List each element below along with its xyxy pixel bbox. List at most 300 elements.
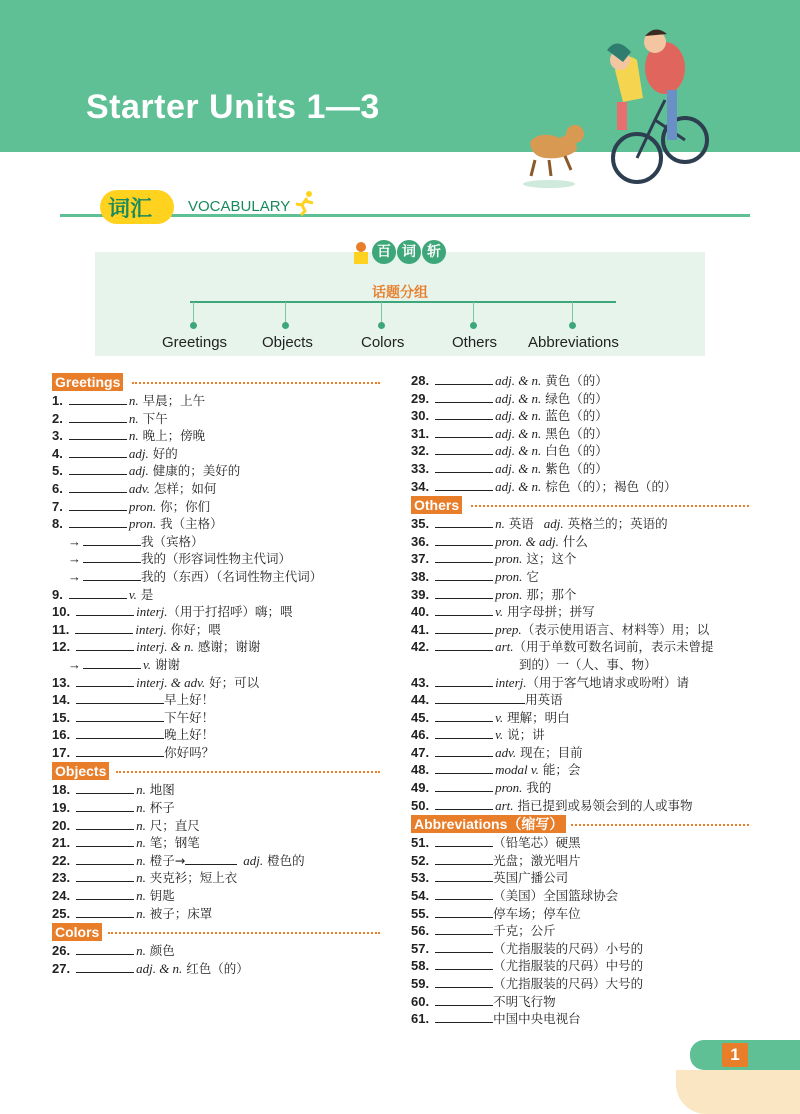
section-abbreviations: [411, 814, 751, 832]
answer-blank[interactable]: [76, 745, 164, 757]
part-of-speech: interj.: [495, 674, 527, 690]
part-of-speech: n.: [136, 943, 146, 959]
answer-blank[interactable]: [83, 534, 141, 546]
topic-branch: [473, 302, 474, 324]
answer-blank[interactable]: [435, 604, 493, 616]
item-number: 59.: [411, 976, 430, 991]
meaning: 我的（东西）（名词性物主代词）: [141, 568, 323, 584]
meaning: 黑色（的）: [541, 425, 608, 441]
answer-blank[interactable]: [69, 393, 127, 405]
item-number: 10.: [52, 604, 71, 620]
meaning: （用于客气地请求或吩咐）请: [526, 674, 690, 690]
section-objects: [52, 761, 382, 779]
vocab-row: [411, 533, 751, 551]
vocab-row: [52, 852, 382, 870]
right-column: [411, 372, 751, 1028]
meaning: 感谢；谢谢: [193, 639, 261, 655]
part-of-speech: adj.: [128, 445, 149, 461]
badge-char: 百: [372, 240, 396, 264]
item-number: 58.: [411, 958, 430, 974]
item-number: 50.: [411, 797, 430, 813]
answer-blank[interactable]: [435, 835, 493, 847]
reader-icon: [350, 240, 372, 266]
section-label: Colors: [52, 923, 102, 941]
answer-blank[interactable]: [435, 534, 493, 546]
vocab-row: [52, 410, 382, 428]
section-divider: [471, 505, 749, 507]
vocabulary-title-cn: 词汇: [108, 197, 153, 222]
topic-node: [470, 322, 477, 329]
answer-blank[interactable]: [76, 818, 134, 830]
vocab-row: [411, 674, 751, 692]
vocab-row: [411, 940, 751, 958]
item-number: 61.: [411, 1011, 430, 1027]
part-of-speech: adj. & n.: [495, 390, 542, 406]
meaning: 蓝色（的）: [541, 408, 608, 424]
item-number: 42.: [411, 639, 430, 655]
part-of-speech: n.: [136, 888, 146, 904]
meaning: 你好；喂: [166, 621, 221, 637]
answer-blank[interactable]: [69, 499, 127, 511]
vocab-row: [411, 744, 751, 762]
answer-blank[interactable]: [69, 428, 127, 440]
meaning: 好；可以: [205, 674, 260, 690]
part-of-speech: adj. & n.: [495, 443, 542, 459]
vocab-row: [411, 638, 751, 656]
vocab-row: [52, 550, 382, 568]
vocab-row: [411, 797, 751, 815]
item-number: 39.: [411, 586, 430, 602]
item-number: 38.: [411, 568, 430, 584]
meaning: 我的: [522, 780, 552, 796]
page-title: Starter Units 1—3: [86, 88, 380, 126]
answer-blank[interactable]: [76, 906, 134, 918]
item-number: 19.: [52, 800, 71, 816]
answer-blank[interactable]: [435, 745, 493, 757]
vocab-row: [411, 407, 751, 425]
vocab-row: [52, 887, 382, 905]
answer-blank[interactable]: [76, 943, 134, 955]
item-number: 49.: [411, 780, 430, 796]
item-number: 17.: [52, 744, 71, 760]
section-label: Others: [411, 496, 462, 514]
meaning: 停车场；停车位: [493, 905, 581, 921]
item-number: 32.: [411, 443, 430, 459]
meaning: （尤指服装的尺码）中号的: [493, 958, 644, 974]
answer-blank[interactable]: [435, 853, 493, 865]
meaning: 你好吗？: [164, 744, 215, 760]
answer-blank[interactable]: [435, 479, 493, 491]
part-of-speech: adj. & n.: [495, 425, 542, 441]
item-number: 5.: [52, 463, 63, 479]
answer-blank[interactable]: [76, 961, 134, 973]
part-of-speech: interj. & n.: [136, 639, 194, 655]
meaning: 橙子→: [145, 852, 186, 868]
answer-blank[interactable]: [435, 762, 493, 774]
part-of-speech: n.: [136, 835, 146, 851]
part-of-speech: n.: [136, 817, 146, 833]
part-of-speech: pron.: [495, 586, 523, 602]
section-others: [411, 495, 751, 513]
item-number: 30.: [411, 408, 430, 424]
vocab-row: [411, 425, 751, 443]
answer-blank[interactable]: [435, 551, 493, 563]
vocab-row: [52, 427, 382, 445]
part-of-speech: n.: [136, 800, 146, 816]
item-number: 37.: [411, 551, 430, 567]
answer-blank[interactable]: [435, 675, 493, 687]
part-of-speech: adj.: [243, 852, 264, 868]
section-divider: [108, 932, 380, 934]
vocab-row: [411, 691, 751, 709]
vocab-row: [411, 905, 751, 923]
meaning: 说；讲: [503, 727, 545, 743]
item-number: 45.: [411, 709, 430, 725]
vocab-row: [52, 533, 382, 551]
section-label: Greetings: [52, 373, 123, 391]
meaning: 杯子: [145, 800, 175, 816]
item-number: 9.: [52, 586, 63, 602]
part-of-speech: pron.: [495, 780, 523, 796]
part-of-speech: adv.: [495, 744, 517, 760]
part-of-speech: interj.: [136, 604, 168, 620]
part-of-speech: n.: [136, 782, 146, 798]
answer-blank[interactable]: [435, 461, 493, 473]
section-greetings: [52, 372, 382, 390]
item-number: 6.: [52, 480, 63, 496]
meaning: 早晨；上午: [138, 393, 206, 408]
meaning: （用于单数可数名词前，表示未曾提: [513, 639, 714, 655]
vocab-row: [411, 887, 751, 905]
meaning: 我（宾格）: [141, 533, 204, 549]
meaning: 好的: [148, 445, 178, 461]
item-number: 14.: [52, 692, 71, 708]
part-of-speech: adj.: [543, 516, 564, 532]
answer-blank[interactable]: [76, 692, 164, 704]
vocab-row: [52, 960, 382, 978]
vocab-row: [52, 869, 382, 887]
answer-blank[interactable]: [435, 1011, 493, 1023]
vocab-row: [52, 942, 382, 960]
part-of-speech: v.: [143, 656, 152, 672]
item-number: 46.: [411, 727, 430, 743]
vocab-row: [411, 726, 751, 744]
answer-blank[interactable]: [435, 798, 493, 810]
item-number: 25.: [52, 905, 71, 921]
meaning: 我的（形容词性物主代词）: [141, 551, 292, 567]
meaning: （尤指服装的尺码）大号的: [493, 976, 644, 991]
vocab-row: [411, 779, 751, 797]
item-number: 57.: [411, 940, 430, 956]
part-of-speech: interj. & adv.: [136, 674, 206, 690]
vocab-row: [411, 869, 751, 887]
part-of-speech: n.: [128, 410, 139, 426]
part-of-speech: pron.: [495, 551, 523, 567]
answer-blank[interactable]: [185, 853, 237, 865]
meaning: 光盘；激光唱片: [493, 852, 581, 868]
part-of-speech: pron. & adj.: [495, 533, 559, 549]
vocab-row: [52, 709, 382, 727]
vocab-row: [52, 799, 382, 817]
answer-blank[interactable]: [76, 675, 134, 687]
answer-blank[interactable]: [69, 411, 127, 423]
meaning: 我（主格）: [156, 516, 223, 532]
answer-blank[interactable]: [435, 958, 493, 970]
answer-blank[interactable]: [76, 800, 134, 812]
vocab-row: [52, 726, 382, 744]
answer-blank[interactable]: [435, 941, 493, 953]
topic-node: [190, 322, 197, 329]
vocab-row: [411, 922, 751, 940]
vocab-row: [52, 674, 382, 692]
answer-blank[interactable]: [76, 727, 164, 739]
item-number: 31.: [411, 425, 430, 441]
item-number: 54.: [411, 888, 430, 904]
vocab-row: [52, 781, 382, 799]
answer-blank[interactable]: [435, 870, 493, 882]
item-number: 52.: [411, 852, 430, 868]
answer-blank[interactable]: [435, 408, 493, 420]
meaning: 不明飞行物: [493, 993, 556, 1009]
topic-node: [282, 322, 289, 329]
meaning: 夹克衫；短上衣: [145, 870, 238, 886]
answer-blank[interactable]: [76, 870, 134, 882]
item-number: 34.: [411, 478, 430, 494]
meaning: 被子；床罩: [145, 905, 213, 921]
part-of-speech: modal v.: [495, 762, 539, 778]
part-of-speech: pron.: [128, 498, 157, 514]
part-of-speech: adj.: [128, 463, 149, 479]
item-number: 27.: [52, 960, 71, 976]
meaning: 橙色的: [263, 852, 305, 868]
part-of-speech: adj. & n.: [495, 408, 542, 424]
meaning: 尺；直尺: [145, 817, 200, 833]
answer-blank[interactable]: [435, 622, 493, 634]
item-number: 11.: [52, 621, 70, 637]
answer-blank[interactable]: [76, 639, 134, 651]
topic-node: [378, 322, 385, 329]
vocab-row: [411, 761, 751, 779]
part-of-speech: adj. & n.: [136, 960, 183, 976]
meaning: 怎样；如何: [149, 480, 217, 496]
vocab-row: [52, 498, 382, 516]
meaning: 下午好！: [164, 709, 215, 725]
answer-blank[interactable]: [435, 373, 493, 385]
answer-blank[interactable]: [435, 587, 493, 599]
vocab-row: [411, 656, 751, 674]
vocab-row: [52, 905, 382, 923]
meaning: 它: [522, 568, 539, 584]
meaning: 用字母拼；拼写: [503, 604, 595, 620]
item-number: 7.: [52, 498, 63, 514]
part-of-speech: n.: [136, 905, 146, 921]
arrow-marker: →: [68, 551, 81, 567]
answer-blank[interactable]: [435, 906, 493, 918]
section-divider: [571, 824, 749, 826]
vocab-row: [411, 993, 751, 1011]
badge-char: 斩: [422, 240, 446, 264]
vocab-row: [52, 586, 382, 604]
item-number: 12.: [52, 639, 71, 655]
item-number: 8.: [52, 516, 63, 532]
vocab-row: [411, 709, 751, 727]
answer-blank[interactable]: [69, 516, 127, 528]
item-number: 15.: [52, 709, 71, 725]
vocab-row: [52, 744, 382, 762]
answer-blank[interactable]: [83, 657, 141, 669]
meaning: 千克；公斤: [493, 923, 556, 939]
topic-branch: [572, 302, 573, 324]
answer-blank[interactable]: [435, 692, 525, 704]
meaning: 颜色: [145, 943, 175, 959]
topic-colors: Colors: [361, 334, 405, 351]
item-number: 26.: [52, 943, 71, 959]
answer-blank[interactable]: [435, 639, 493, 651]
item-number: 28.: [411, 373, 430, 388]
part-of-speech: interj.: [135, 621, 167, 637]
meaning: 能；会: [538, 762, 581, 778]
answer-blank[interactable]: [76, 853, 134, 865]
section-colors: [52, 922, 382, 940]
answer-blank[interactable]: [76, 604, 134, 616]
meaning: 中国中央电视台: [493, 1011, 581, 1027]
meaning: 是: [136, 586, 154, 602]
answer-blank[interactable]: [69, 587, 127, 599]
item-number: 40.: [411, 604, 430, 620]
item-number: 13.: [52, 674, 71, 690]
bai-ci-zhan-badge: [372, 240, 447, 264]
answer-blank[interactable]: [83, 551, 141, 563]
meaning: 指已提到或易领会到的人或事物: [513, 797, 693, 813]
meaning: 用英语: [525, 692, 563, 708]
meaning: （用于打招呼）嗨；喂: [167, 604, 293, 620]
section-label: Abbreviations（缩写）: [411, 815, 566, 833]
answer-blank[interactable]: [435, 426, 493, 438]
vocab-row: [411, 834, 751, 852]
answer-blank[interactable]: [435, 710, 493, 722]
meaning: 白色（的）: [541, 443, 608, 459]
item-number: 35.: [411, 516, 430, 532]
item-number: 36.: [411, 533, 430, 549]
part-of-speech: v.: [495, 604, 504, 620]
item-number: 55.: [411, 905, 430, 921]
item-number: 43.: [411, 674, 430, 690]
vocab-row: [411, 603, 751, 621]
left-column: [52, 372, 382, 977]
arrow-marker: →: [68, 533, 81, 549]
vocab-row: [411, 1010, 751, 1028]
answer-blank[interactable]: [76, 782, 134, 794]
item-number: 24.: [52, 888, 71, 904]
answer-blank[interactable]: [435, 391, 493, 403]
topic-abbreviations: Abbreviations: [528, 334, 619, 351]
vocab-row: [52, 392, 382, 410]
item-number: 51.: [411, 835, 430, 851]
item-number: 60.: [411, 993, 430, 1009]
part-of-speech: adj. & n.: [495, 460, 542, 476]
answer-blank[interactable]: [435, 516, 493, 528]
part-of-speech: pron.: [495, 568, 523, 584]
part-of-speech: adv.: [128, 480, 150, 496]
runner-icon: [292, 190, 318, 216]
answer-blank[interactable]: [435, 780, 493, 792]
item-number: 18.: [52, 782, 71, 798]
answer-blank[interactable]: [435, 727, 493, 739]
part-of-speech: n.: [136, 852, 146, 868]
meaning: 什么: [558, 533, 588, 549]
answer-blank[interactable]: [435, 569, 493, 581]
item-number: 23.: [52, 870, 71, 886]
part-of-speech: adj. & n.: [495, 373, 542, 388]
item-number: 22.: [52, 852, 71, 868]
vocab-row: [411, 460, 751, 478]
meaning: 英国广播公司: [493, 870, 569, 886]
answer-blank[interactable]: [76, 835, 134, 847]
meaning: 棕色（的）；褐色（的）: [541, 478, 677, 494]
item-number: 4.: [52, 445, 63, 461]
part-of-speech: n.: [128, 428, 139, 444]
section-label: Objects: [52, 762, 109, 780]
vocab-row: [52, 638, 382, 656]
part-of-speech: v.: [128, 586, 137, 602]
answer-blank[interactable]: [435, 443, 493, 455]
part-of-speech: v.: [495, 727, 504, 743]
meaning: 笔；钢笔: [145, 835, 200, 851]
part-of-speech: adj. & n.: [495, 478, 542, 494]
item-number: 56.: [411, 923, 430, 939]
answer-blank[interactable]: [69, 446, 127, 458]
vocab-row: [411, 975, 751, 993]
part-of-speech: art.: [495, 797, 514, 813]
answer-blank[interactable]: [69, 463, 127, 475]
topic-branch: [381, 302, 382, 324]
answer-blank[interactable]: [76, 888, 134, 900]
item-number: 16.: [52, 727, 71, 743]
vocab-row: [52, 515, 382, 533]
section-divider: [116, 771, 380, 773]
item-number: 21.: [52, 835, 71, 851]
meaning: 早上好！: [164, 692, 215, 708]
vocab-row: [411, 586, 751, 604]
answer-blank[interactable]: [75, 622, 133, 634]
arrow-marker: →: [68, 656, 81, 672]
part-of-speech: n.: [128, 393, 139, 408]
answer-blank[interactable]: [435, 994, 493, 1006]
meaning: 地图: [145, 782, 175, 798]
vocabulary-banner: [60, 194, 750, 222]
vocab-row: [411, 372, 751, 390]
meaning: 那；那个: [522, 586, 577, 602]
topic-objects: Objects: [262, 334, 313, 351]
answer-blank[interactable]: [435, 888, 493, 900]
topic-groups-title: 话题分组: [372, 285, 428, 301]
meaning: （美国）全国篮球协会: [493, 888, 619, 904]
vocab-row: [411, 478, 751, 496]
vocab-row: [52, 603, 382, 621]
item-number: 33.: [411, 460, 430, 476]
topic-greetings: Greetings: [162, 334, 228, 351]
answer-blank[interactable]: [435, 923, 493, 935]
meaning: 晚上好！: [164, 727, 215, 743]
answer-blank[interactable]: [69, 481, 127, 493]
answer-blank[interactable]: [76, 710, 164, 722]
vocab-row: [411, 621, 751, 639]
vocab-row: [52, 817, 382, 835]
topic-node: [569, 322, 576, 329]
vocab-row: [52, 691, 382, 709]
answer-blank[interactable]: [83, 569, 141, 581]
answer-blank[interactable]: [435, 976, 493, 988]
